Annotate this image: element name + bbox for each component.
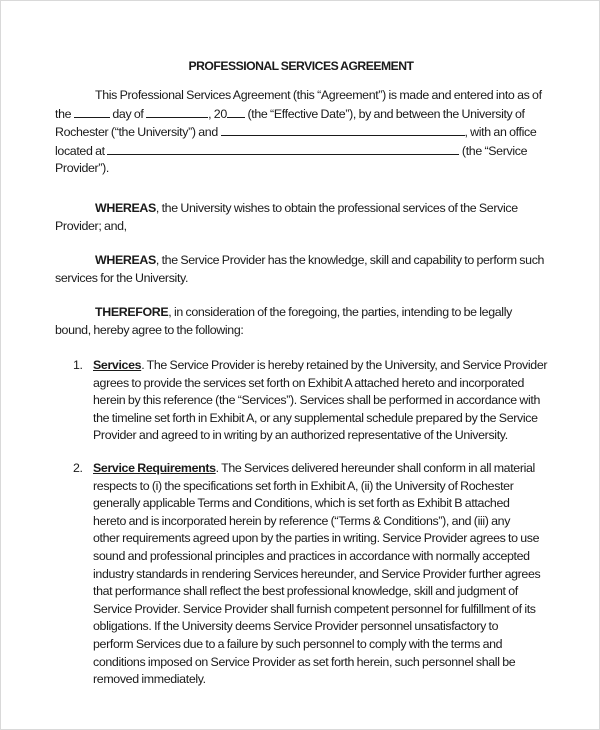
whereas-paragraph-2: WHEREAS, the Service Provider has the knowledge, skill and capability to perform such services for the University.	[55, 253, 545, 285]
therefore-paragraph: THEREFORE, in consideration of the foregoing, the parties, intending to be legally bound, hereby agree to the following:	[55, 305, 512, 337]
day-blank-field[interactable]	[74, 105, 110, 118]
section-heading: Services	[93, 358, 142, 372]
section-heading: Service Requirements	[93, 461, 216, 475]
year-blank-field[interactable]	[227, 105, 245, 118]
whereas-paragraph-1: WHEREAS, the University wishes to obtain the professional services of the Service Provider; and,	[55, 201, 518, 233]
section-services: 1. Services. The Service Provider is hereby retained by the University, and Service Provider agrees to provide the services set forth on Exhibit A attached hereto and incorporated herein by this reference (the “Services”). Services shall be performed in accordance with the timeline set forth in Exhibit A, or any supplemental schedule prepared by the Service Provider and agreed to in writing by an authorized representative of the University.	[73, 358, 548, 443]
document-title: PROFESSIONAL SERVICES AGREEMENT	[188, 59, 414, 73]
office-address-blank-field[interactable]	[107, 142, 459, 155]
month-blank-field[interactable]	[146, 105, 208, 118]
provider-name-blank-field[interactable]	[221, 123, 465, 136]
section-service-requirements: 2. Service Requirements. The Services delivered hereunder shall conform in all material respects to (i) the specifications set forth in Exhibit A, (ii) the University of Rochester generally applicable Terms and Conditions, which is set forth as Exhibit B attached hereto and is incorporated herein by reference (“Terms & Conditions”), and (iii) any other requirements agreed upon by the parties in writing. Service Provider agrees to use sound and professional principles and practices in accordance with normally accepted industry standards in rendering Services hereunder, and Service Provider further agrees that performance shall reflect the best professional knowledge, skill and judgment of Service Provider. Service Provider shall furnish competent personnel for fulfillment of its obligations. If the University deems Service Provider personnel unsatisfactory to perform Services due to a failure by such personnel to comply with the terms and conditions imposed on Service Provider as set forth herein, such personnel shall be removed immediately.	[73, 461, 541, 687]
intro-paragraph: This Professional Services Agreement (this “Agreement”) is made and entered into as of the day of , 20 (the “Effective Date”), by and between the University of Rochester (“the University”) and , with an office located at (the “Service Provider”).	[55, 88, 542, 176]
